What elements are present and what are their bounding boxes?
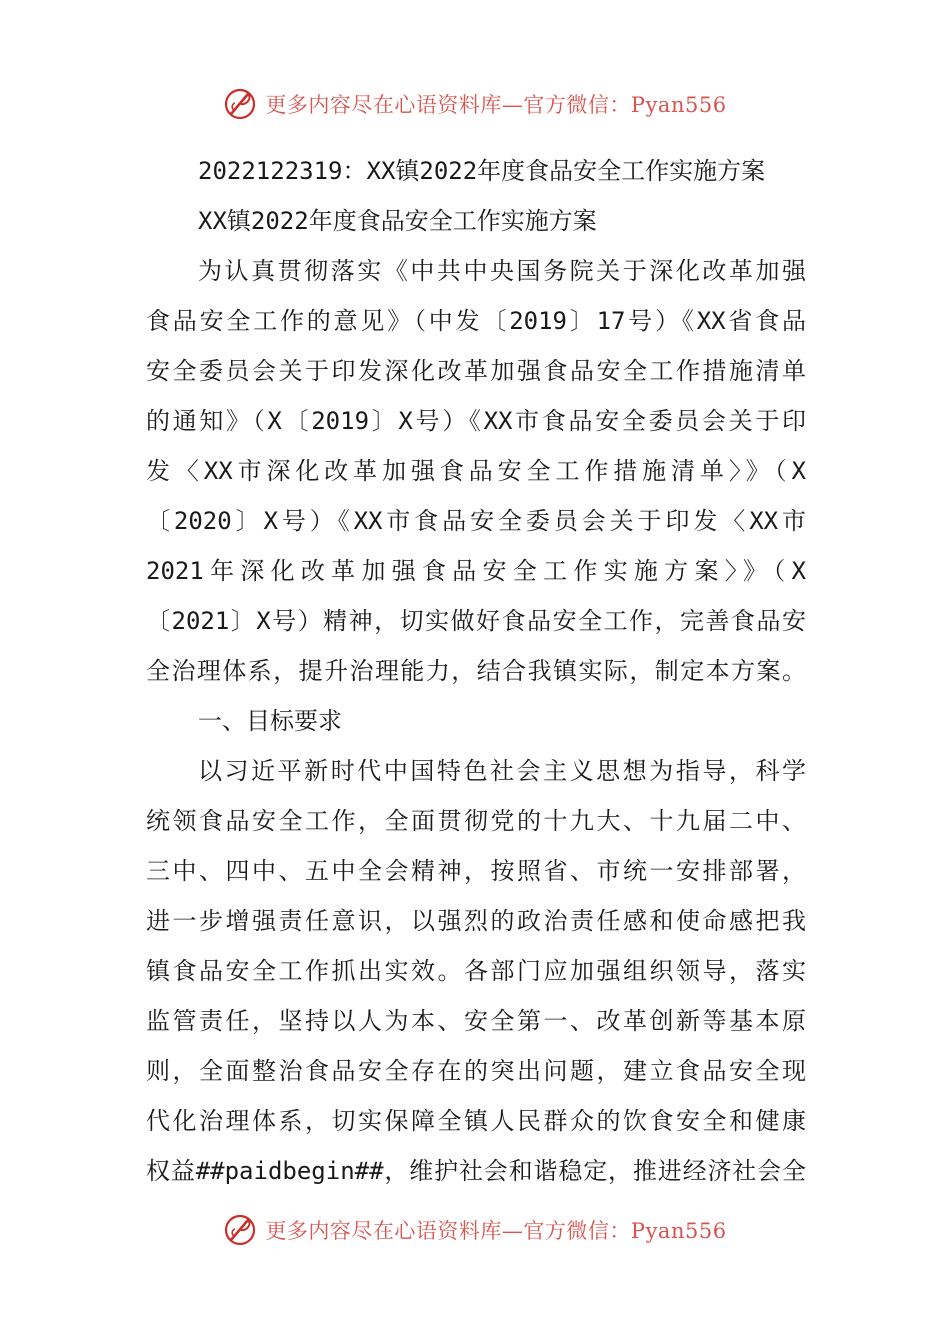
- document-line: 发〈XX市深化改革加强食品安全工作措施清单〉》（X: [146, 457, 806, 485]
- document-line: 一、目标要求: [198, 707, 342, 735]
- quill-logo-icon: [223, 1213, 257, 1247]
- document-line: 〔2021〕X号）精神，切实做好食品安全工作，完善食品安: [146, 607, 806, 635]
- document-line: 以习近平新时代中国特色社会主义思想为指导，科学: [198, 757, 806, 785]
- footer-banner-text: 更多内容尽在心语资料库—官方微信：Pyan556: [265, 1219, 727, 1243]
- document-line: 三中、四中、五中全会精神，按照省、市统一安排部署，: [146, 857, 806, 885]
- header-banner: [0, 84, 950, 124]
- document-line: 全治理体系，提升治理能力，结合我镇实际，制定本方案。: [146, 657, 806, 685]
- document-line: 镇食品安全工作抓出实效。各部门应加强组织领导，落实: [146, 957, 806, 985]
- document-line: 代化治理体系，切实保障全镇人民群众的饮食安全和健康: [146, 1107, 806, 1135]
- document-line: 2022122319：XX镇2022年度食品安全工作实施方案: [198, 157, 766, 185]
- document-line: XX镇2022年度食品安全工作实施方案: [198, 207, 597, 235]
- document-line: 统领食品安全工作，全面贯彻党的十九大、十九届二中、: [146, 807, 806, 835]
- document-line: 权益##paidbegin##，维护社会和谐稳定，推进经济社会全: [146, 1157, 806, 1185]
- quill-logo-icon: [223, 87, 257, 121]
- document-line: 安全委员会关于印发深化改革加强食品安全工作措施清单: [146, 357, 806, 385]
- footer-banner: [0, 1210, 950, 1250]
- document-line: 监管责任，坚持以人为本、安全第一、改革创新等基本原: [146, 1007, 806, 1035]
- document-line: 食品安全工作的意见》（中发〔2019〕17号）《XX省食品: [146, 307, 806, 335]
- document-body: [146, 146, 806, 1196]
- document-line: 〔2020〕X号）《XX市食品安全委员会关于印发〈XX市: [146, 507, 806, 535]
- header-banner-text: 更多内容尽在心语资料库—官方微信：Pyan556: [265, 93, 727, 117]
- document-line: 为认真贯彻落实《中共中央国务院关于深化改革加强: [198, 257, 806, 285]
- document-line: 进一步增强责任意识，以强烈的政治责任感和使命感把我: [146, 907, 806, 935]
- document-line: 的通知》（X〔2019〕X号）《XX市食品安全委员会关于印: [146, 407, 806, 435]
- document-line: 2021年深化改革加强食品安全工作实施方案〉》（X: [146, 557, 806, 585]
- document-line: 则，全面整治食品安全存在的突出问题，建立食品安全现: [146, 1057, 806, 1085]
